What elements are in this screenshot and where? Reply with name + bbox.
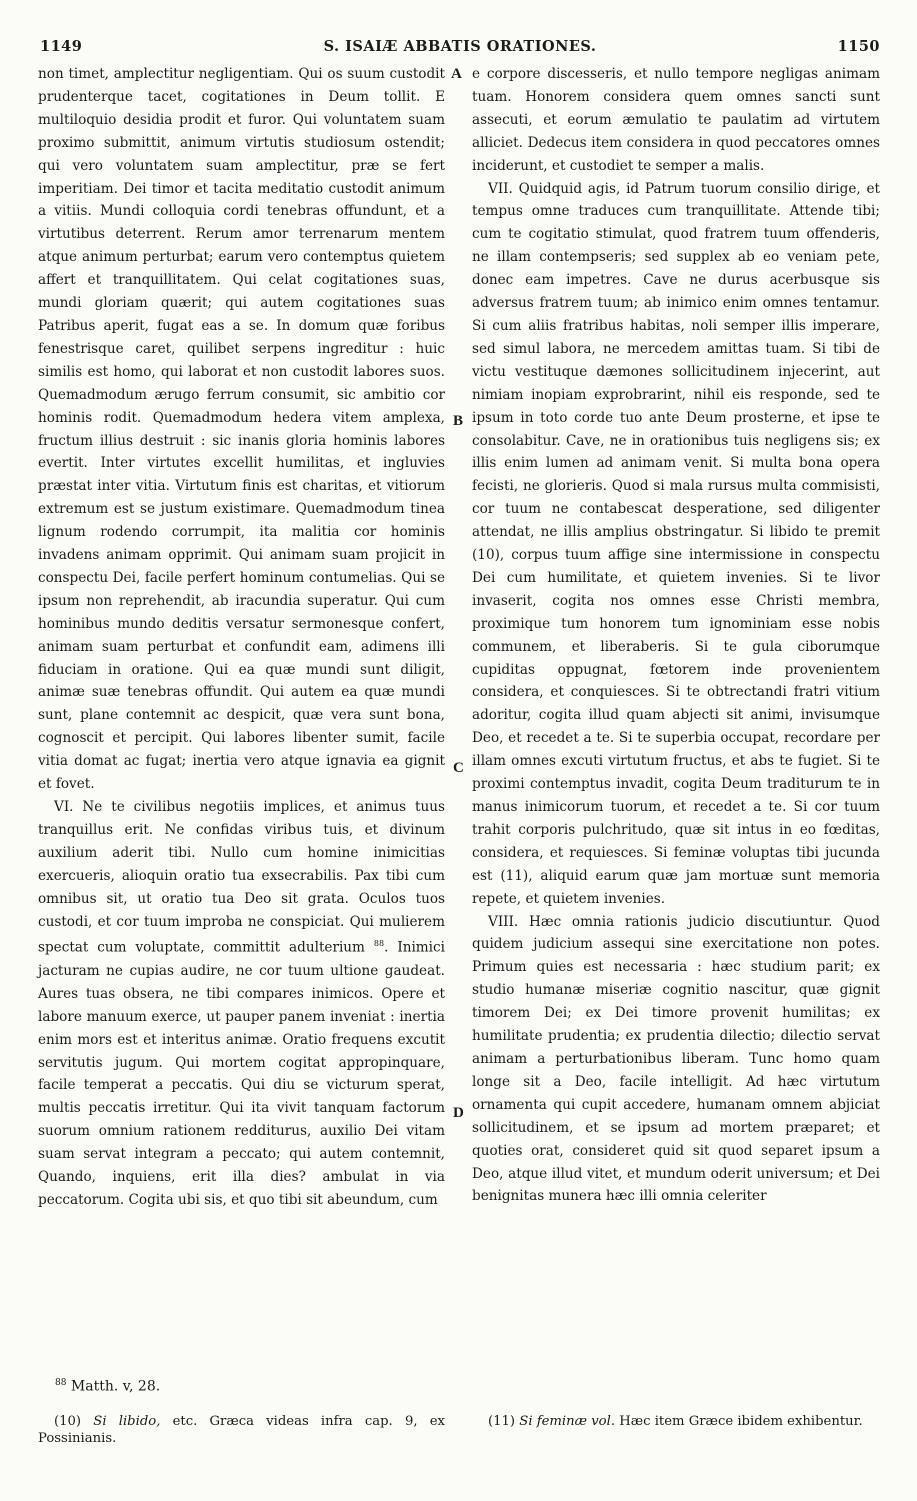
margin-marker-d: D (453, 1105, 464, 1121)
footnote-11-text: Hæc item Græce ibidem exhibentur. (619, 1414, 863, 1429)
footnote-11-number: (11) (488, 1414, 516, 1429)
footnote-11 (472, 1413, 880, 1430)
margin-marker-a: A (451, 66, 462, 82)
margin-marker-b: B (453, 413, 464, 429)
scripture-reference-mark: 88 (373, 939, 385, 949)
running-header (40, 38, 880, 60)
running-title: S. ISAIÆ ABBATIS ORATIONES. (323, 38, 597, 55)
left-paragraph-1: non timet, amplectitur negligentiam. Qui os suum custodit prudenterque tacet, cogitationes in Deum tollit. E multiloquio desidia prodit et furor. Qui voluntatem suam proximo submittit, animum virtutis studiosum ostendit; qui vero voluntatem suam amplectitur, præ se fert imperitiam. Dei timor et tacita meditatio custodit animum a vitiis. Mundi colloquia cordi tenebras offundunt, et a virtutibus deterrent. Rerum amor terrenarum mentem atque animum perturbat; earum vero contemptus quietem affert et tranquillitatem. Qui celat cogitationes suas, mundi gloriam quærit; qui autem cogitationes suas Patribus aperit, fugat eas a se. In domum quæ foribus fenestrisque caret, quilibet serpens ingreditur : huic similis est homo, qui laborat et non custodit labores suos. Quemadmodum ærugo ferrum consumit, sic ambitio cor hominis rodit. Quemadmodum hedera vitem amplexa, fructum illius destruit : sic inanis gloria hominis labores evertit. Inter virtutes excellit humilitas, et ingluvies præstat inter vitia. Virtutum finis est charitas, et vitiorum extremum est se justum existimare. Quemadmodum tinea lignum rodendo corrumpit, ita malitia cor hominis invadens animam opprimit. Qui animam suam projicit in conspectu Dei, facile perfert hominum contumelias. Qui se ipsum non reprehendit, ab iracundia superatur. Qui cum hominibus mundo deditis versatur sermonesque confert, animam suam perturbat et confundit eam, adimens illi fiduciam in oratione. Qui ea quæ mundi sunt diligit, animæ suæ tenebras offundit. Qui autem ea quæ mundi sunt, plane contemnit ac despicit, quæ vera sunt bona, cognoscit et percipit. Qui labores libenter sumit, facile vitia domat ac fugat; inertia vero atque ignavia ea gignit et fovet. (38, 66, 445, 793)
right-paragraph-1: e corpore discesseris, et nullo tempore negligas animam tuam. Honorem considera quem omnes sancti sunt assecuti, et eorum æmulatio te paulatim ad virtutem alliciet. Dedecus item considera in quod peccatores omnes inciderunt, et custodiet te semper a malis. (472, 66, 880, 174)
left-paragraph-2-end: . Inimici jacturam ne cupias audire, ne cor tuum ultione gaudeat. Aures tuas obsera, ne tibi compares inimicos. Opere et labore manuum exerce, ut pauper panem inveniat : inertia enim mors est et interitus animæ. Oratio frequens excutit servitutis jugum. Qui mortem cogitat appropinquare, facile temperat a peccatis. Qui diu se victurum sperat, multis peccatis irretitur. Qui ita vivit tanquam factorum suorum omnium rationem redditurus, auxilio Dei vitam suam servat integram a peccato; qui autem contemnit, Quando, inquiens, erit illa dies? ambulat in via peccatorum. Cogita ubi sis, et quo tibi sit abeundum, cum (38, 939, 445, 1208)
margin-marker-c: C (453, 760, 464, 776)
scripture-note-text: Matth. v, 28. (70, 1378, 161, 1395)
page-number-right: 1150 (837, 38, 880, 55)
footnote-10 (38, 1413, 445, 1447)
footnote-10-text: etc. Græca videas infra cap. 9, ex Possinianis. (38, 1414, 445, 1446)
page-number-left: 1149 (40, 38, 83, 55)
left-paragraph-2-start: VI. Ne te civilibus negotiis implices, et animus tuus tranquillus erit. Ne confidas viribus tuis, et divinum auxilium aderit tibi. Nullo cum homine inimicitias exercueris, alioquin oratio tua exsecrabilis. Pax tibi cum omnibus sit, ut oratio tua Deo sit grata. Oculos tuos custodi, et cor tuum improba ne conspiciat. Qui mulierem spectat cum voluptate, committit adulterium (38, 799, 445, 956)
right-column (472, 63, 880, 1208)
left-column (38, 63, 445, 1212)
right-paragraph-2: VII. Quidquid agis, id Patrum tuorum consilio dirige, et tempus omne traduces cum tranquillitate. Attende tibi; cum te cogitatio stimulat, quod fratrem tuum offenderis, ne illam contempseris; sed supplex ab eo veniam pete, donec eam impetres. Cave ne durus acerbusque sis adversus fratrem tuum; ab inimico enim omnes tentamur. Si cum aliis fratribus habitas, noli semper illis imperare, sed simul labora, ne mercedem amittas tuam. Si tibi de victu vestituque dæmones sollicitudinem injecerint, aut nimiam inopiam exprobrarint, nihil eis responde, sed te ipsum in toto corde tuo ante Deum prosterne, et ipse te consolabitur. Cave, ne in orationibus tuis negligens sis; ex illis enim lumen ad animam venit. Si multa bona opera fecisti, ne glorieris. Quod si mala rursus multa commisisti, cor tuum ne contabescat desperatione, sed diligenter attendat, ne illis amplius obstringatur. Si libido te premit (10), corpus tuum affige sine intermissione in conspectu Dei cum humilitate, et quietem invenies. Si te livor invaserit, cogita nos omnes esse Christi membra, proximique tum honorem tum ignominiam esse nobis communem, et liberaberis. Si te gula ciborumque cupiditas oppugnat, fœtorem inde provenientem considera, et conquiesces. Si te obtrectandi fratri vitium adoritur, cogita illud quam abjecti sit animi, invisumque Deo, et recedet a te. Si te superbia occupat, recordare per illam omnes excuti virtutum fructus, et abs te fugiet. Si te proximi contemptus invadit, cogita Deum traditurum te in manus inimicorum tuorum, et recedet a te. Si cor tuum trahit corporis pulchritudo, quæ sit intus in eo fœditas, considera, et requiesces. Si feminæ voluptas tibi jucunda est (11), aliquid earum quæ jam mortuæ sunt memoria repete, et quietem invenies. (472, 180, 880, 907)
scripture-note-number: 88 (55, 1378, 67, 1388)
right-paragraph-3: VIII. Hæc omnia rationis judicio discutiuntur. Quod quidem judicium assequi sine exercitatione non potes. Primum quies est necessaria : hæc studium parit; ex studio humanæ miseriæ cognitio nascitur, quæ gignit timorem Dei; ex Dei timore provenit humilitas; ex humilitate prudentia; ex prudentia dilectio; dilectio servat animam a perturbationibus liberam. Tunc homo quam longe sit a Deo, facile intelligit. Ad hæc virtutum ornamenta qui cupit accedere, humanam omnem abjiciat sollicitudinem, et se ipsum ad mortem præparet; et quoties orat, consideret quid sit quod separet ipsum a Deo, atque illud vitet, et mundum oderit universum; et Dei benignitas munera hæc illi omnia celeriter (472, 913, 880, 1205)
scripture-note (55, 1378, 160, 1395)
footnote-10-number: (10) (54, 1414, 82, 1429)
left-paragraph-2 (38, 796, 445, 1212)
footnote-11-lemma: Si feminæ vol. (519, 1414, 616, 1429)
footnote-10-lemma: Si libido, (93, 1414, 161, 1429)
